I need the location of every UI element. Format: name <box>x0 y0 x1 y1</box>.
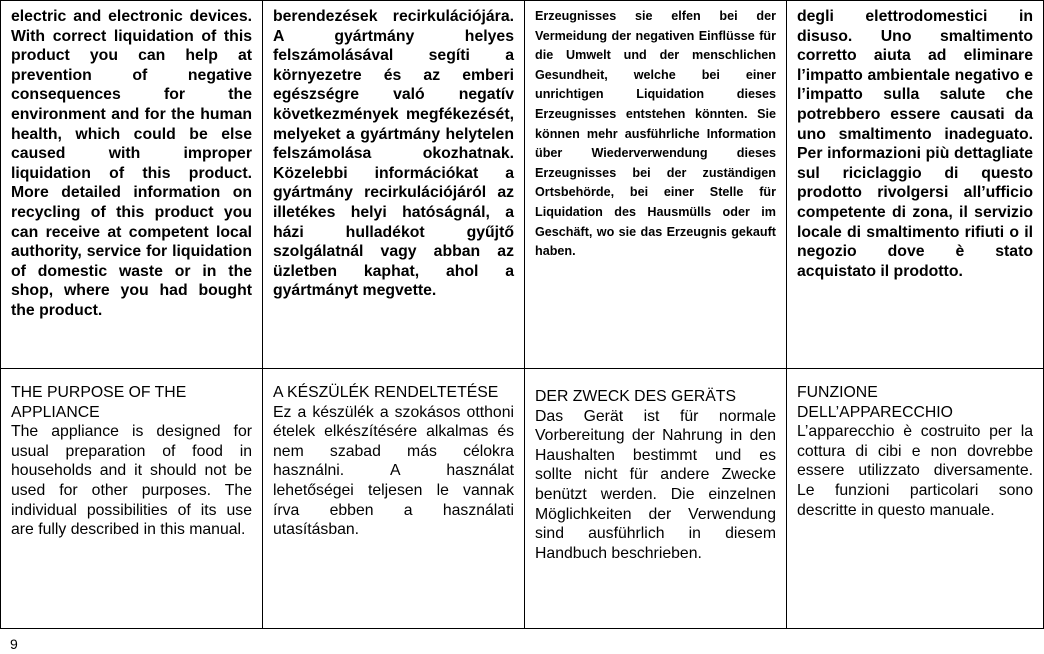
disposal-hungarian: berendezések recirkulációjára. A gyártmány helyes felszámolásával segíti a környezetre és az emberi egészségre való negatív következmények megfékezését, melyeket a gyártmány helytelen felszámolása okozhatnak. Közelebbi információkat a gyártmány recirkulációjáról az illetékes helyi hatóságnál, a házi hulladékot gyűjtő szolgálatnál vagy abban az üzletben kaphat, ahol a gyártmányt megvette. <box>263 1 525 369</box>
purpose-english-heading: THE PURPOSE OF THE APPLIANCE <box>11 384 187 421</box>
page-number: 9 <box>10 636 18 652</box>
purpose-row <box>1 369 1044 629</box>
purpose-german-heading: DER ZWECK DES GERÄTS <box>535 388 736 405</box>
purpose-hungarian-body: Ez a készülék a szokásos otthoni ételek elkészítésére alkalmas és nem szabad más célokra használni. A használat lehetőségei teljesen le vannak írva ebben a használati utasításban. <box>273 403 514 539</box>
purpose-hungarian-heading: A KÉSZÜLÉK RENDELTETÉSE <box>273 384 499 401</box>
purpose-english-body: The appliance is designed for usual preparation of food in households and it should not be used for other purposes. The individual possibilities of its use are fully described in this manual. <box>11 423 252 539</box>
disposal-english: electric and electronic devices. With correct liquidation of this product you can help at prevention of negative consequences for the environment and for the human health, which could be else caused with improper liquidation of this product. More detailed information on recycling of this product you can receive at competent local authority, service for liquidation of domestic waste or in the shop, where you had bought the product. <box>1 1 263 369</box>
purpose-italian-heading: FUNZIONE DELL’APPARECCHIO <box>797 384 953 421</box>
disposal-italian: degli elettrodomestici in disuso. Uno smaltimento corretto aiuta ad eliminare l’impatto ambientale negativo e l’impatto sulla salute che potrebbero essere causati da uno smaltimento inadeguato. Per informazioni più dettagliate sul riciclaggio di questo prodotto rivolgersi all’ufficio competente di zona, il servizio locale di smaltimento rifiuti o il negozio dove è stato acquistato il prodotto. <box>787 1 1044 369</box>
purpose-german-cell <box>525 369 787 629</box>
purpose-german-body: Das Gerät ist für normale Vorbereitung der Nahrung in den Haushalten bestimmt und es sollte nicht für andere Zwecke benützt werden. Die einzelnen Möglichkeiten der Verwendung sind ausführlich in diesem Handbuch beschrieben. <box>535 407 776 562</box>
purpose-italian-body: L’apparecchio è costruito per la cottura di cibi e non dovrebbe essere utilizzato diversamente. Le funzioni particolari sono descritte in questo manuale. <box>797 423 1033 519</box>
disposal-row <box>1 1 1044 369</box>
purpose-english-cell <box>1 369 263 629</box>
purpose-italian-cell <box>787 369 1044 629</box>
disposal-german: Erzeugnisses sie elfen bei der Vermeidung der negativen Einflüsse für die Umwelt und der menschlichen Gesundheit, welche bei einer unrichtigen Liquidation dieses Erzeugnisses entstehen könnten. Sie können mehr ausführliche Information über Wiederverwendung dieses Erzeugnisses bei der zuständigen Ortsbehörde, bei einer Stelle für Liquidation des Hausmülls oder im Geschäft, wo sie das Erzeugnis gekauft haben. <box>525 1 787 369</box>
purpose-hungarian-cell <box>263 369 525 629</box>
